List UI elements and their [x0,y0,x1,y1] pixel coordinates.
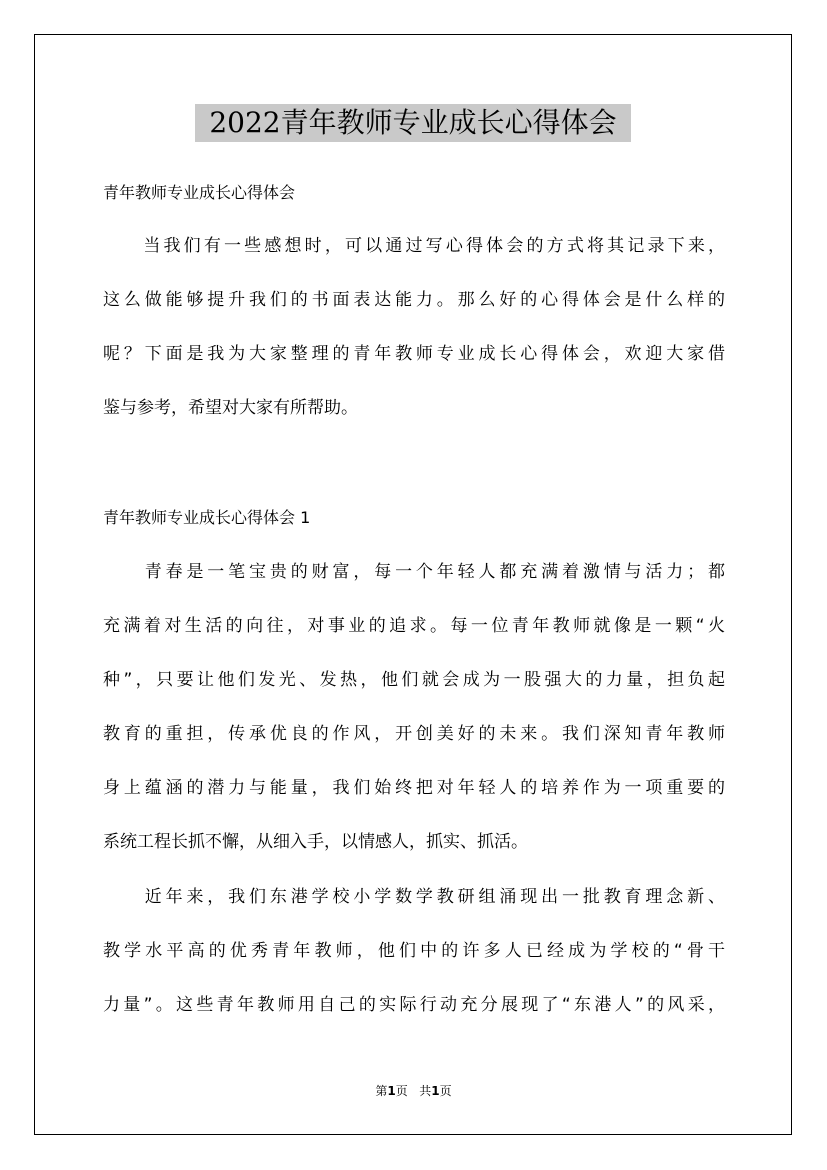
paragraph-line: 种”，只要让他们发光、发热，他们就会成为一股强大的力量，担负起 [103,670,725,690]
page-total: 1 [431,1084,440,1098]
paragraph-line: 教育的重担，传承优良的作风，开创美好的未来。我们深知青年教师 [103,724,725,744]
intro-line: 鉴与参考，希望对大家有所帮助。 [103,398,358,418]
intro-line: 呢？下面是我为大家整理的青年教师专业成长心得体会，欢迎大家借 [103,344,725,364]
paragraph-line: 教学水平高的优秀青年教师，他们中的许多人已经成为学校的“骨干 [103,941,725,961]
page-current: 1 [387,1084,396,1098]
document-title: 2022青年教师专业成长心得体会 [195,104,631,142]
paragraph-line: 近年来，我们东港学校小学数学教研组涌现出一批教育理念新、 [103,887,725,907]
page-suffix: 页 [395,1084,408,1098]
intro-line: 这么做能够提升我们的书面表达能力。那么好的心得体会是什么样的 [103,290,725,310]
section-heading: 青年教师专业成长心得体会 1 [103,508,311,527]
subheading: 青年教师专业成长心得体会 [103,183,296,202]
paragraph-line: 力量”。这些青年教师用自己的实际行动充分展现了“东港人”的风采， [103,995,725,1015]
total-prefix: 共 [419,1084,432,1098]
paragraph-line: 充满着对生活的向往，对事业的追求。每一位青年教师就像是一颗“火 [103,616,725,636]
paragraph-line: 身上蕴涵的潜力与能量，我们始终把对年轻人的培养作为一项重要的 [103,778,725,798]
intro-line: 当我们有一些感想时，可以通过写心得体会的方式将其记录下来， [103,236,725,256]
paragraph-line: 青春是一笔宝贵的财富，每一个年轻人都充满着激情与活力；都 [103,562,725,582]
total-suffix: 页 [439,1084,452,1098]
paragraph-line: 系统工程长抓不懈，从细入手，以情感人，抓实、抓活。 [103,832,528,852]
page-footer [0,1083,827,1099]
page-prefix: 第 [375,1084,388,1098]
